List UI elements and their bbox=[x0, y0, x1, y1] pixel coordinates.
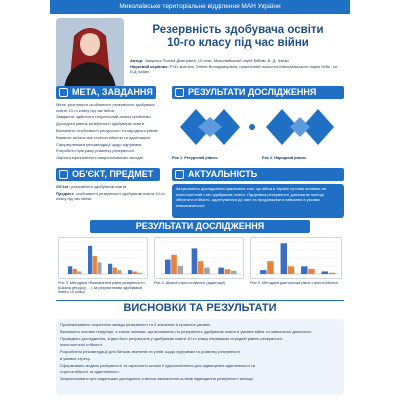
poster bbox=[50, 0, 350, 400]
subject-label: Предмет: bbox=[56, 190, 75, 196]
bar bbox=[308, 269, 314, 274]
figure-1-caption: Рис 1. Ресурсний рівень bbox=[172, 156, 218, 160]
page-title bbox=[132, 24, 344, 50]
bar bbox=[117, 270, 121, 274]
resource-level-diagram bbox=[176, 103, 256, 153]
subject-body: особливості резервності здобувачів освіти 10-го класу під час війни. bbox=[56, 190, 165, 202]
bar bbox=[301, 266, 307, 274]
conclusion-line: Сформовано модель резервності та окреслено шляхи її вдосконалення для підвищення адаптивності та bbox=[60, 362, 255, 368]
author-label: Автор: bbox=[130, 58, 144, 63]
object-header-label: ОБ'ЄКТ, ПРЕДМЕТ bbox=[72, 169, 154, 179]
authors-block bbox=[130, 58, 346, 75]
conclusion-line: стресостійкості та адаптивності. bbox=[60, 369, 120, 375]
chart-2-frame bbox=[154, 237, 244, 279]
chart-2-caption: Рис 4. Шкала стресостійкості (адаптації) bbox=[154, 281, 226, 285]
bar bbox=[281, 243, 287, 274]
object-body: резервність здобувачів освіти. bbox=[71, 184, 128, 189]
chart-3-caption: Рис 5. Методика діагностики рівня стресостійкості bbox=[250, 281, 339, 285]
author-text: Заяуська Поліна Дмитрівна, 10 клас, Миколаївський ліцей №Вим. В. Д. Чайки bbox=[144, 58, 289, 63]
chart-3 bbox=[251, 238, 343, 280]
relevance-text: Актуальність дослідження зумовлена тим, що війна в Україні суттєво впливає на психологічний стан здобувачів освіти. Підтримка резервності допомагає молоді зберігати стійкість, адаптуватися до змін та продовжувати навчання в умовах невизначеності. bbox=[176, 186, 327, 208]
author-photo bbox=[56, 18, 124, 88]
conclusions-header bbox=[50, 302, 350, 314]
object-header bbox=[56, 168, 160, 181]
bar bbox=[77, 271, 81, 274]
bar bbox=[88, 246, 92, 274]
goal-line: Дослідити рівень резервності здобувачів освіти. bbox=[56, 121, 146, 127]
goal-header-label: МЕТА, ЗАВДАННЯ bbox=[72, 87, 153, 97]
goal-line: Сформулювати рекомендації щодо підтримки. bbox=[56, 141, 143, 147]
bar bbox=[73, 269, 77, 274]
conclusion-line: Проведено дослідження, згідно його результатів у здобувачів освіти 10-го класу переважає середній рівень резервності bbox=[60, 335, 283, 341]
divider bbox=[56, 300, 344, 301]
bar bbox=[108, 264, 112, 274]
conclusion-line: психологічної стійкості. bbox=[60, 342, 103, 348]
bar bbox=[225, 269, 231, 274]
conclusion-line: Розроблено рекомендації для батьків, вчителів та учнів, щодо підтримки та розвитку резервності bbox=[60, 349, 241, 355]
magnifier-icon bbox=[59, 170, 68, 179]
conclusion-line: Визначено основні тенденції, а також чинники, що впливають на резервність здобувачів освіти в умовах війни та навчальної діяльності. bbox=[60, 328, 313, 334]
bar bbox=[97, 262, 101, 274]
bar bbox=[113, 268, 117, 274]
conclusion-line: Проаналізовано теоретичні засади резервності та її значення в сучасних умовах. bbox=[60, 322, 212, 327]
bar bbox=[192, 248, 198, 274]
title-line-2: 10-го класу під час війни bbox=[167, 37, 309, 49]
goal-line: Розробити програму розвитку резервності. bbox=[56, 148, 136, 154]
bar bbox=[165, 260, 171, 274]
chart-icon bbox=[175, 88, 184, 97]
chart-1-frame bbox=[58, 237, 148, 279]
supervisor-label: Науковий керівник: bbox=[130, 63, 169, 69]
conclusion-line: Запропоновано цілі подальших досліджень з метою визначення шляхів підвищення резервності молоді. bbox=[60, 376, 254, 382]
bar bbox=[231, 271, 237, 274]
bar bbox=[267, 261, 273, 274]
bar bbox=[288, 266, 294, 274]
bar bbox=[177, 266, 183, 274]
goal-line: Визначити особливості ресурсного та народного рівнів. bbox=[56, 127, 159, 133]
author-photo-image bbox=[56, 18, 124, 88]
goal-line: Завдання: здійснити теоретичний аналіз проблеми. bbox=[56, 114, 152, 120]
results-top-header bbox=[172, 86, 344, 99]
bar bbox=[128, 270, 132, 274]
supervisor-text: PhD, вчитель Олена Володимирівна, практичний психолог Миколаївського ліцею №№ . ім. В.Д.Чайки bbox=[130, 63, 338, 74]
bar bbox=[322, 271, 328, 274]
bar bbox=[137, 273, 141, 274]
bar bbox=[198, 261, 204, 274]
bar bbox=[329, 273, 335, 274]
goal-line: Виявити зв'язок між стресостійкістю та адаптацією. bbox=[56, 134, 152, 140]
bar bbox=[204, 268, 210, 274]
object-label: Об'єкт: bbox=[56, 184, 71, 189]
relevance-header bbox=[172, 168, 344, 181]
object-text bbox=[56, 184, 166, 203]
relevance-header-label: АКТУАЛЬНІСТЬ bbox=[188, 169, 258, 179]
chart-1 bbox=[59, 238, 149, 280]
bar bbox=[260, 270, 266, 274]
goal-header bbox=[56, 86, 156, 99]
figure-2-caption: Рис 2. Народний рівень bbox=[262, 156, 307, 160]
goal-line: Мета: розглянути особливості резервності здобувача освіти 10-го класу під час війни. bbox=[56, 102, 155, 113]
results-mid-header-label: РЕЗУЛЬТАТИ ДОСЛІДЖЕННЯ bbox=[135, 221, 265, 231]
goal-text bbox=[56, 102, 166, 162]
folk-level-diagram bbox=[262, 103, 342, 153]
topbar: Миколаївське територіальне відділення МАН України bbox=[50, 0, 350, 14]
conclusions-header-label: ВИСНОВКИ ТА РЕЗУЛЬТАТИ bbox=[123, 302, 277, 314]
chart-2 bbox=[155, 238, 245, 280]
conclusions-text bbox=[60, 322, 340, 383]
chart-3-frame bbox=[250, 237, 342, 279]
bar bbox=[218, 268, 224, 274]
bar bbox=[171, 255, 177, 274]
bar bbox=[133, 271, 137, 274]
conclusion-line: в умовах стресу. bbox=[60, 355, 91, 361]
results-mid-header bbox=[90, 220, 310, 233]
lightbulb-icon bbox=[175, 170, 184, 179]
bar bbox=[93, 256, 97, 274]
chart-1-caption: Рис 3. Методика «Визначення рівня резервності» (Шкала ресурсу ... ) за результатами здобувачів освіти 10 класу bbox=[58, 281, 146, 295]
bar bbox=[68, 266, 72, 274]
title-line-1: Резервність здобувача освіти bbox=[152, 24, 324, 36]
goal-line: Оцінити ефективність запропонованих заходів. bbox=[56, 155, 144, 161]
results-top-header-label: РЕЗУЛЬТАТИ ДОСЛІДЖЕННЯ bbox=[188, 87, 317, 97]
target-icon bbox=[59, 88, 68, 97]
